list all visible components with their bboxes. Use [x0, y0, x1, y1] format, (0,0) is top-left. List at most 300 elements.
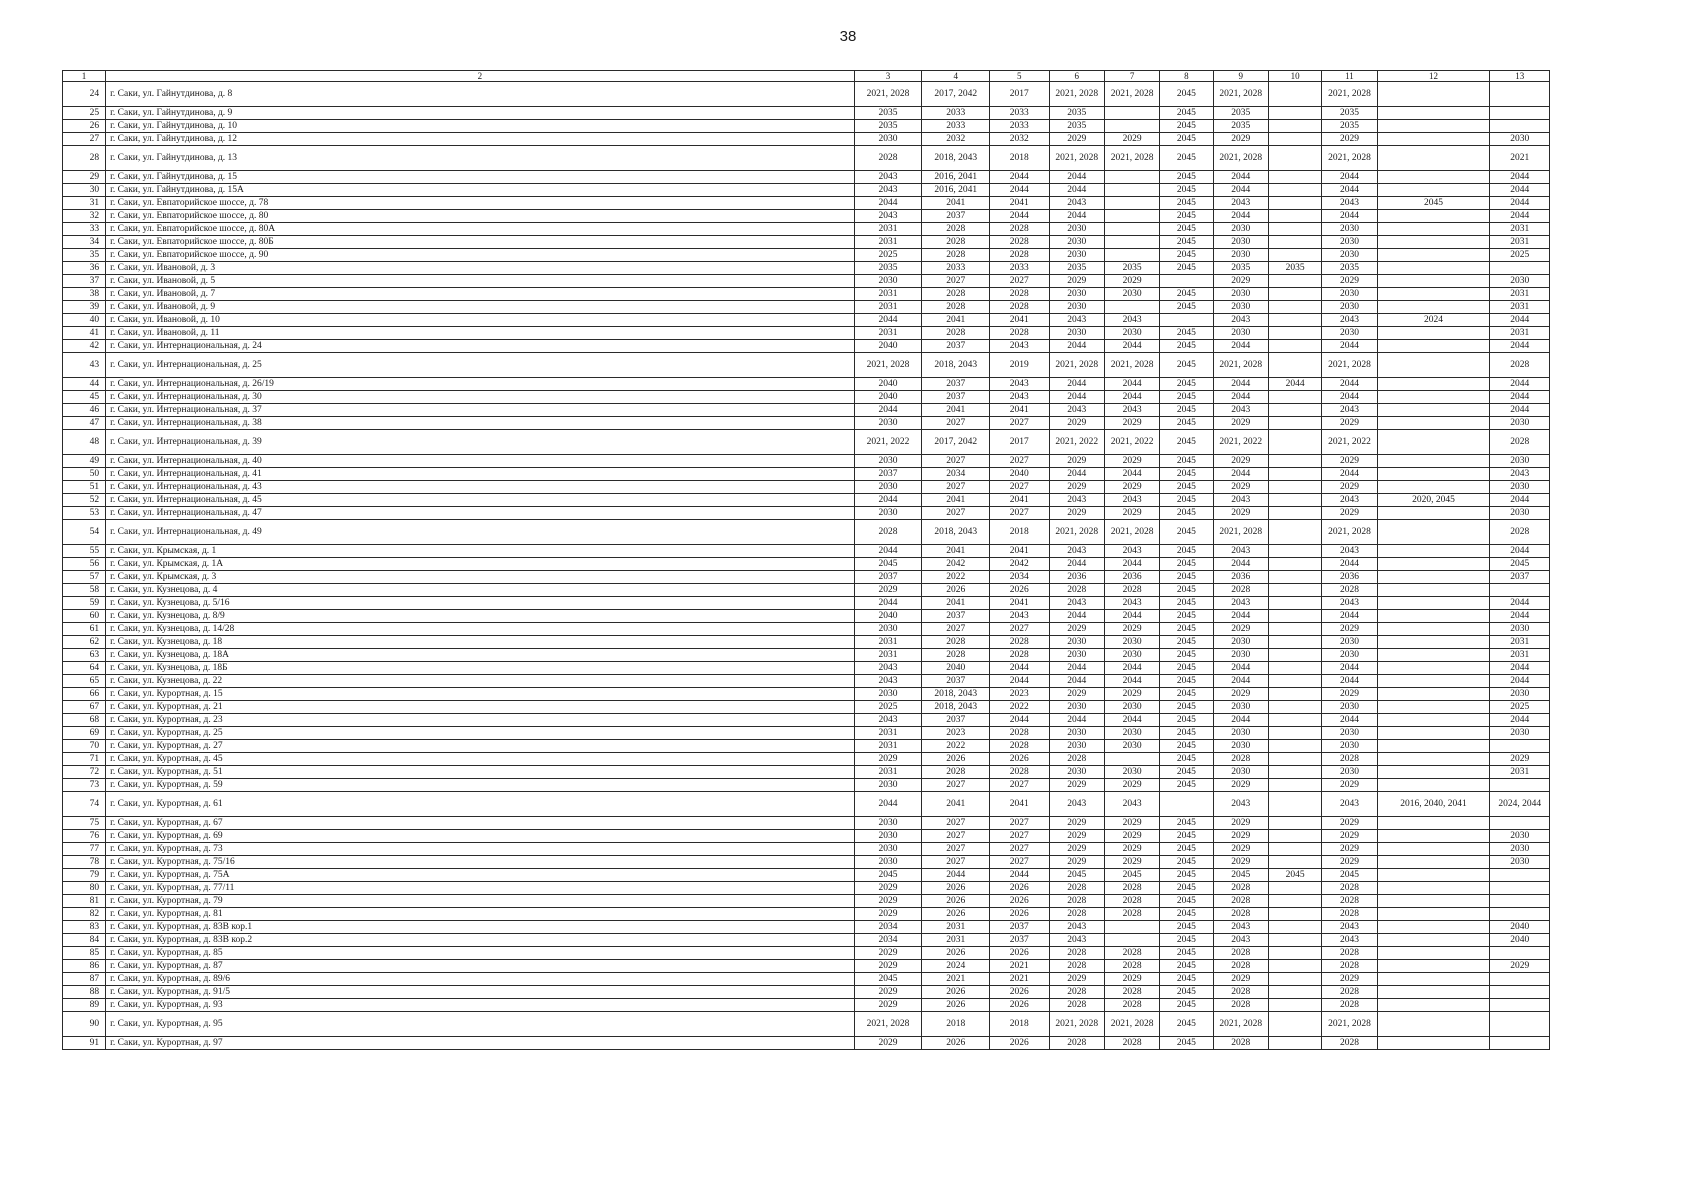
year-cell-11: 2043	[1322, 545, 1377, 558]
row-number-cell: 48	[63, 430, 106, 455]
table-row	[63, 908, 1550, 921]
year-cell-13: 2031	[1490, 327, 1550, 340]
year-cell-5: 2044	[990, 869, 1049, 882]
year-cell-3: 2030	[854, 275, 922, 288]
year-cell-9: 2044	[1213, 391, 1268, 404]
address-cell: г. Саки, ул. Курортная, д. 89/6	[106, 973, 855, 986]
year-cell-3: 2030	[854, 830, 922, 843]
year-cell-3: 2031	[854, 327, 922, 340]
address-cell: г. Саки, ул. Интернациональная, д. 26/19	[106, 378, 855, 391]
year-cell-6: 2029	[1049, 275, 1104, 288]
year-cell-9: 2028	[1213, 584, 1268, 597]
year-cell-12	[1377, 623, 1490, 636]
year-cell-5: 2041	[990, 494, 1049, 507]
row-number-cell: 53	[63, 507, 106, 520]
page-number: 38	[839, 28, 857, 45]
table-row	[63, 455, 1550, 468]
year-cell-10	[1268, 288, 1321, 301]
year-cell-10	[1268, 999, 1321, 1012]
year-cell-5: 2028	[990, 301, 1049, 314]
year-cell-8: 2045	[1160, 404, 1213, 417]
year-cell-5: 2022	[990, 701, 1049, 714]
year-cell-7: 2043	[1104, 494, 1159, 507]
year-cell-6: 2030	[1049, 288, 1104, 301]
year-cell-11: 2044	[1322, 675, 1377, 688]
year-cell-3: 2021, 2028	[854, 1012, 922, 1037]
year-cell-3: 2025	[854, 249, 922, 262]
address-cell: г. Саки, ул. Кузнецова, д. 18Б	[106, 662, 855, 675]
year-cell-11: 2036	[1322, 571, 1377, 584]
year-cell-7: 2030	[1104, 636, 1159, 649]
year-cell-13: 2044	[1490, 675, 1550, 688]
year-cell-8: 2045	[1160, 197, 1213, 210]
table-row	[63, 921, 1550, 934]
year-cell-12	[1377, 688, 1490, 701]
year-cell-12	[1377, 133, 1490, 146]
year-cell-6: 2028	[1049, 753, 1104, 766]
year-cell-6: 2044	[1049, 714, 1104, 727]
year-cell-13	[1490, 1037, 1550, 1050]
year-cell-9: 2029	[1213, 830, 1268, 843]
table-row	[63, 340, 1550, 353]
year-cell-7	[1104, 184, 1159, 197]
year-cell-6: 2021, 2028	[1049, 353, 1104, 378]
year-cell-4: 2041	[922, 197, 990, 210]
column-header-13: 13	[1490, 71, 1550, 82]
address-cell: г. Саки, ул. Гайнутдинова, д. 8	[106, 82, 855, 107]
year-cell-6: 2021, 2028	[1049, 82, 1104, 107]
year-cell-11: 2029	[1322, 507, 1377, 520]
year-cell-3: 2044	[854, 314, 922, 327]
year-cell-11: 2021, 2022	[1322, 430, 1377, 455]
year-cell-7: 2028	[1104, 584, 1159, 597]
year-cell-7	[1104, 107, 1159, 120]
year-cell-10	[1268, 249, 1321, 262]
year-cell-3: 2029	[854, 753, 922, 766]
table-row	[63, 973, 1550, 986]
year-cell-11: 2044	[1322, 610, 1377, 623]
year-cell-9: 2030	[1213, 236, 1268, 249]
year-cell-10	[1268, 82, 1321, 107]
year-cell-11: 2021, 2028	[1322, 82, 1377, 107]
year-cell-7: 2029	[1104, 843, 1159, 856]
year-cell-3: 2040	[854, 378, 922, 391]
year-cell-12	[1377, 210, 1490, 223]
year-cell-7: 2028	[1104, 895, 1159, 908]
year-cell-8: 2045	[1160, 584, 1213, 597]
year-cell-11: 2029	[1322, 623, 1377, 636]
table-row	[63, 1012, 1550, 1037]
year-cell-12	[1377, 636, 1490, 649]
year-cell-13: 2030	[1490, 856, 1550, 869]
table-row	[63, 895, 1550, 908]
year-cell-9: 2028	[1213, 895, 1268, 908]
year-cell-11: 2035	[1322, 107, 1377, 120]
row-number-cell: 54	[63, 520, 106, 545]
row-number-cell: 66	[63, 688, 106, 701]
row-number-cell: 84	[63, 934, 106, 947]
year-cell-6: 2021, 2022	[1049, 430, 1104, 455]
year-cell-12	[1377, 249, 1490, 262]
year-cell-3: 2030	[854, 507, 922, 520]
year-cell-6: 2044	[1049, 171, 1104, 184]
year-cell-6: 2043	[1049, 197, 1104, 210]
address-cell: г. Саки, ул. Курортная, д. 85	[106, 947, 855, 960]
year-cell-12	[1377, 843, 1490, 856]
row-number-cell: 24	[63, 82, 106, 107]
year-cell-5: 2028	[990, 766, 1049, 779]
year-cell-6: 2035	[1049, 120, 1104, 133]
year-cell-7: 2029	[1104, 133, 1159, 146]
year-cell-11: 2029	[1322, 973, 1377, 986]
year-cell-13	[1490, 817, 1550, 830]
year-cell-6: 2030	[1049, 740, 1104, 753]
row-number-cell: 81	[63, 895, 106, 908]
year-cell-9: 2044	[1213, 662, 1268, 675]
year-cell-10	[1268, 921, 1321, 934]
year-cell-8: 2045	[1160, 727, 1213, 740]
row-number-cell: 47	[63, 417, 106, 430]
year-cell-5: 2027	[990, 275, 1049, 288]
year-cell-12	[1377, 908, 1490, 921]
year-cell-4: 2026	[922, 986, 990, 999]
year-cell-6: 2028	[1049, 895, 1104, 908]
year-cell-6: 2043	[1049, 934, 1104, 947]
year-cell-10	[1268, 171, 1321, 184]
year-cell-3: 2030	[854, 623, 922, 636]
table-body	[63, 82, 1550, 1050]
year-cell-13: 2030	[1490, 275, 1550, 288]
table-row	[63, 843, 1550, 856]
year-cell-3: 2035	[854, 120, 922, 133]
year-cell-9: 2030	[1213, 223, 1268, 236]
table-row	[63, 404, 1550, 417]
year-cell-10	[1268, 688, 1321, 701]
year-cell-9: 2029	[1213, 481, 1268, 494]
year-cell-3: 2031	[854, 288, 922, 301]
year-cell-11: 2029	[1322, 133, 1377, 146]
year-cell-3: 2043	[854, 675, 922, 688]
year-cell-10	[1268, 843, 1321, 856]
address-cell: г. Саки, ул. Курортная, д. 77/11	[106, 882, 855, 895]
year-cell-6: 2043	[1049, 494, 1104, 507]
year-cell-6: 2044	[1049, 340, 1104, 353]
year-cell-8: 2045	[1160, 714, 1213, 727]
address-cell: г. Саки, ул. Курортная, д. 15	[106, 688, 855, 701]
table-row	[63, 481, 1550, 494]
year-cell-3: 2029	[854, 895, 922, 908]
column-header-2: 2	[106, 71, 855, 82]
year-cell-5: 2027	[990, 417, 1049, 430]
year-cell-3: 2040	[854, 340, 922, 353]
year-cell-7: 2030	[1104, 288, 1159, 301]
year-cell-10	[1268, 468, 1321, 481]
table-row	[63, 391, 1550, 404]
year-cell-13	[1490, 947, 1550, 960]
year-cell-5: 2028	[990, 288, 1049, 301]
year-cell-12	[1377, 584, 1490, 597]
year-cell-10	[1268, 753, 1321, 766]
year-cell-5: 2018	[990, 1012, 1049, 1037]
year-cell-4: 2023	[922, 727, 990, 740]
year-cell-7: 2030	[1104, 649, 1159, 662]
address-cell: г. Саки, ул. Курортная, д. 73	[106, 843, 855, 856]
year-cell-9: 2029	[1213, 856, 1268, 869]
row-number-cell: 25	[63, 107, 106, 120]
year-cell-4: 2037	[922, 378, 990, 391]
year-cell-12	[1377, 1012, 1490, 1037]
year-cell-11: 2028	[1322, 960, 1377, 973]
year-cell-4: 2024	[922, 960, 990, 973]
year-cell-5: 2026	[990, 908, 1049, 921]
year-cell-4: 2037	[922, 675, 990, 688]
year-cell-6: 2044	[1049, 558, 1104, 571]
year-cell-12	[1377, 675, 1490, 688]
address-cell: г. Саки, ул. Курортная, д. 95	[106, 1012, 855, 1037]
year-cell-5: 2043	[990, 391, 1049, 404]
year-cell-4: 2026	[922, 1037, 990, 1050]
year-cell-11: 2044	[1322, 340, 1377, 353]
year-cell-8: 2045	[1160, 843, 1213, 856]
year-cell-7: 2036	[1104, 571, 1159, 584]
year-cell-9: 2044	[1213, 675, 1268, 688]
year-cell-11: 2028	[1322, 584, 1377, 597]
year-cell-12	[1377, 973, 1490, 986]
year-cell-12	[1377, 378, 1490, 391]
year-cell-3: 2040	[854, 391, 922, 404]
year-cell-3: 2034	[854, 934, 922, 947]
year-cell-12	[1377, 481, 1490, 494]
year-cell-7: 2044	[1104, 675, 1159, 688]
year-cell-13	[1490, 986, 1550, 999]
year-cell-5: 2044	[990, 662, 1049, 675]
address-cell: г. Саки, ул. Курортная, д. 97	[106, 1037, 855, 1050]
year-cell-9: 2043	[1213, 545, 1268, 558]
year-cell-8: 2045	[1160, 184, 1213, 197]
year-cell-13: 2044	[1490, 391, 1550, 404]
address-cell: г. Саки, ул. Курортная, д. 27	[106, 740, 855, 753]
year-cell-8: 2045	[1160, 753, 1213, 766]
year-cell-7: 2043	[1104, 545, 1159, 558]
year-cell-9: 2021, 2022	[1213, 430, 1268, 455]
year-cell-13: 2031	[1490, 236, 1550, 249]
column-header-8: 8	[1160, 71, 1213, 82]
year-cell-6: 2028	[1049, 882, 1104, 895]
row-number-cell: 86	[63, 960, 106, 973]
row-number-cell: 35	[63, 249, 106, 262]
year-cell-13	[1490, 584, 1550, 597]
year-cell-9: 2043	[1213, 404, 1268, 417]
year-cell-8: 2045	[1160, 327, 1213, 340]
row-number-cell: 65	[63, 675, 106, 688]
year-cell-4: 2026	[922, 895, 990, 908]
row-number-cell: 51	[63, 481, 106, 494]
year-cell-7: 2021, 2028	[1104, 1012, 1159, 1037]
year-cell-8: 2045	[1160, 236, 1213, 249]
year-cell-9: 2030	[1213, 649, 1268, 662]
year-cell-10	[1268, 597, 1321, 610]
year-cell-6: 2021, 2028	[1049, 520, 1104, 545]
year-cell-7	[1104, 753, 1159, 766]
year-cell-13	[1490, 107, 1550, 120]
year-cell-7	[1104, 197, 1159, 210]
year-cell-5: 2044	[990, 171, 1049, 184]
year-cell-11: 2028	[1322, 753, 1377, 766]
row-number-cell: 55	[63, 545, 106, 558]
row-number-cell: 61	[63, 623, 106, 636]
address-cell: г. Саки, ул. Кузнецова, д. 18А	[106, 649, 855, 662]
table-row	[63, 947, 1550, 960]
year-cell-9: 2036	[1213, 571, 1268, 584]
year-cell-6: 2028	[1049, 960, 1104, 973]
year-cell-7: 2028	[1104, 882, 1159, 895]
year-cell-9: 2030	[1213, 701, 1268, 714]
year-cell-13: 2044	[1490, 597, 1550, 610]
year-cell-6: 2030	[1049, 766, 1104, 779]
year-cell-10	[1268, 934, 1321, 947]
year-cell-12	[1377, 856, 1490, 869]
year-cell-3: 2031	[854, 766, 922, 779]
address-cell: г. Саки, ул. Гайнутдинова, д. 15	[106, 171, 855, 184]
year-cell-3: 2034	[854, 921, 922, 934]
year-cell-4: 2037	[922, 340, 990, 353]
year-cell-8: 2045	[1160, 1012, 1213, 1037]
year-cell-11: 2028	[1322, 908, 1377, 921]
year-cell-9: 2043	[1213, 314, 1268, 327]
year-cell-3: 2043	[854, 662, 922, 675]
year-cell-10	[1268, 223, 1321, 236]
year-cell-10	[1268, 623, 1321, 636]
address-cell: г. Саки, ул. Кузнецова, д. 5/16	[106, 597, 855, 610]
address-cell: г. Саки, ул. Курортная, д. 91/5	[106, 986, 855, 999]
year-cell-6: 2030	[1049, 636, 1104, 649]
year-cell-8: 2045	[1160, 597, 1213, 610]
row-number-cell: 31	[63, 197, 106, 210]
address-cell: г. Саки, ул. Интернациональная, д. 49	[106, 520, 855, 545]
year-cell-6: 2030	[1049, 727, 1104, 740]
year-cell-5: 2028	[990, 327, 1049, 340]
year-cell-5: 2028	[990, 223, 1049, 236]
table-row	[63, 597, 1550, 610]
address-cell: г. Саки, ул. Евпаторийское шоссе, д. 90	[106, 249, 855, 262]
year-cell-5: 2017	[990, 430, 1049, 455]
year-cell-3: 2031	[854, 223, 922, 236]
year-cell-13: 2031	[1490, 636, 1550, 649]
table-row	[63, 779, 1550, 792]
year-cell-4: 2026	[922, 882, 990, 895]
year-cell-3: 2029	[854, 999, 922, 1012]
year-cell-5: 2026	[990, 584, 1049, 597]
year-cell-12	[1377, 184, 1490, 197]
table-row	[63, 545, 1550, 558]
year-cell-8: 2045	[1160, 171, 1213, 184]
year-cell-11: 2043	[1322, 792, 1377, 817]
year-cell-3: 2044	[854, 404, 922, 417]
table-row	[63, 571, 1550, 584]
year-cell-3: 2029	[854, 584, 922, 597]
year-cell-12	[1377, 714, 1490, 727]
year-cell-5: 2027	[990, 843, 1049, 856]
year-cell-3: 2031	[854, 727, 922, 740]
year-cell-11: 2044	[1322, 210, 1377, 223]
address-cell: г. Саки, ул. Интернациональная, д. 30	[106, 391, 855, 404]
year-cell-12	[1377, 545, 1490, 558]
year-cell-4: 2018	[922, 1012, 990, 1037]
row-number-cell: 40	[63, 314, 106, 327]
year-cell-4: 2026	[922, 947, 990, 960]
table-row	[63, 210, 1550, 223]
table-row	[63, 314, 1550, 327]
row-number-cell: 39	[63, 301, 106, 314]
year-cell-10	[1268, 107, 1321, 120]
year-cell-11: 2029	[1322, 843, 1377, 856]
year-cell-12	[1377, 223, 1490, 236]
year-cell-4: 2027	[922, 830, 990, 843]
address-cell: г. Саки, ул. Евпаторийское шоссе, д. 80Б	[106, 236, 855, 249]
year-cell-3: 2044	[854, 597, 922, 610]
year-cell-10	[1268, 340, 1321, 353]
year-cell-5: 2044	[990, 210, 1049, 223]
year-cell-7: 2028	[1104, 1037, 1159, 1050]
year-cell-6: 2029	[1049, 688, 1104, 701]
year-cell-5: 2027	[990, 507, 1049, 520]
row-number-cell: 87	[63, 973, 106, 986]
year-cell-3: 2045	[854, 869, 922, 882]
year-cell-9: 2043	[1213, 921, 1268, 934]
year-cell-8: 2045	[1160, 830, 1213, 843]
year-cell-5: 2041	[990, 404, 1049, 417]
address-cell: г. Саки, ул. Курортная, д. 67	[106, 817, 855, 830]
year-cell-6: 2044	[1049, 391, 1104, 404]
year-cell-7: 2044	[1104, 340, 1159, 353]
year-cell-11: 2043	[1322, 197, 1377, 210]
year-cell-12	[1377, 107, 1490, 120]
year-cell-7: 2029	[1104, 688, 1159, 701]
year-cell-3: 2043	[854, 210, 922, 223]
year-cell-10	[1268, 314, 1321, 327]
year-cell-6: 2030	[1049, 223, 1104, 236]
year-cell-11: 2030	[1322, 727, 1377, 740]
table-row	[63, 507, 1550, 520]
year-cell-13: 2044	[1490, 714, 1550, 727]
year-cell-8: 2045	[1160, 973, 1213, 986]
table-row	[63, 184, 1550, 197]
year-cell-9: 2029	[1213, 417, 1268, 430]
year-cell-12: 2045	[1377, 197, 1490, 210]
year-cell-3: 2031	[854, 236, 922, 249]
year-cell-9: 2028	[1213, 960, 1268, 973]
year-cell-13: 2044	[1490, 314, 1550, 327]
year-cell-7: 2030	[1104, 727, 1159, 740]
year-cell-7	[1104, 301, 1159, 314]
year-cell-12	[1377, 301, 1490, 314]
row-number-cell: 70	[63, 740, 106, 753]
row-number-cell: 85	[63, 947, 106, 960]
year-cell-9: 2029	[1213, 973, 1268, 986]
year-cell-13: 2030	[1490, 727, 1550, 740]
year-cell-12	[1377, 662, 1490, 675]
year-cell-7: 2029	[1104, 856, 1159, 869]
year-cell-5: 2018	[990, 146, 1049, 171]
year-cell-12	[1377, 571, 1490, 584]
column-number-header	[63, 71, 1550, 82]
year-cell-13: 2040	[1490, 921, 1550, 934]
year-cell-10	[1268, 417, 1321, 430]
year-cell-4: 2016, 2041	[922, 184, 990, 197]
year-cell-8: 2045	[1160, 520, 1213, 545]
year-cell-6: 2036	[1049, 571, 1104, 584]
year-cell-7	[1104, 236, 1159, 249]
